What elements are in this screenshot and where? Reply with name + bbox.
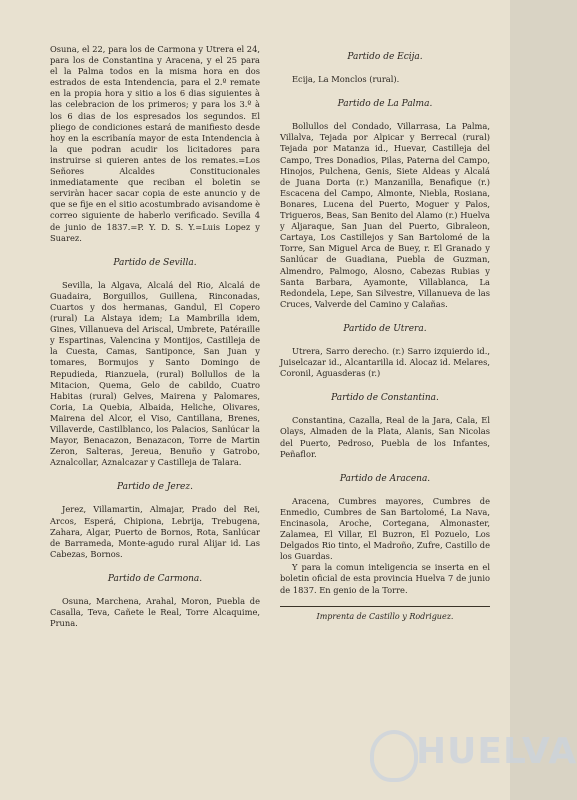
section-heading-aracena: Partido de Aracena. <box>339 473 431 484</box>
emblem-icon <box>370 730 418 782</box>
section-heading-ecija: Partido de Ecija. <box>347 52 423 62</box>
section-heading-jerez: Partido de Jerez. <box>117 482 193 493</box>
huelva-watermark <box>372 722 577 780</box>
section-heading-utrera: Partido de Utrera. <box>343 323 427 334</box>
left-column <box>50 44 260 629</box>
closing-paragraph: Y para la comun inteligencia se inserta en el boletin oficial de esta provincia Huelva 7 de junio de 1837. En genio de la Torre. <box>280 562 490 595</box>
section-text-la-palma: Bollullos del Condado, Villarrasa, La Palma, Villalva, Tejada por Alpicar y Berrecal (rural) Tejada por Matanza id., Huevar, Castilleja del Campo, Tres Donadios, Pilas, Paterna del Campo, Hinojos, Pulchena, Genis, Siete Aldeas y Alcalá de Juana Dorta (r.) Manzanilla, Benafique (r.) Escacena del Campo, Almonte, Niebla, Rosiana, Bonares, Lucena del Puerto, Moguer y Palos, Trigueros, Beas, San Benito del Alamo (r.) Huelva y Aljaraque, San Juan del Puerto, Gibraleon, Cartaya, Los Castillejos y San Bartolomé de la Torre, San Miguel Arca de Buey, r. El Granado y Sanlúcar de Guadiana, Puebla de Guzman, Almendro, Palmogo, Alosno, Cabezas Rubias y Santa Barbara, Ayamonte, Villablanca, La Redondela, Lepe, San Silvestre, Villanueva de las Cruces, Valverde del Camino y Calañas. <box>280 121 490 309</box>
section-heading-constantina: Partido de Constantina. <box>331 393 439 404</box>
section-heading-carmona: Partido de Carmona. <box>107 573 203 584</box>
imprint-line: Imprenta de Castillo y Rodriguez. <box>280 606 490 622</box>
section-text-constantina: Constantina, Cazalla, Real de la Jara, Cala, El Olays, Almaden de la Plata, Alanis, San Nicolas del Puerto, Pedroso, Puebla de los Infantes, Peñaflor. <box>280 415 490 459</box>
section-text-utrera: Utrera, Sarro derecho. (r.) Sarro izquierdo id., Juiselcazar id., Alcantarilla id. Alocaz id. Melares, Coronil, Aguasderas (r.) <box>280 345 490 379</box>
intro-paragraph: Osuna, el 22, para los de Carmona y Utrera el 24, para los de Constantina y Aracena, y el 25 para el la Palma todos en la misma hora en dos estrados de esta Intendencia, para el 2.º remate en la propia hora y sitio a los 6 dias siguientes à las celebracion de los primeros; y para los 3.º à los 6 dias de los espresados los segundos. El pliego de condiciones estará de manifiesto desde hoy en la escribanía mayor de esta Intendencia à la que podran acudir los licitadores para instruirse si quieren antes de los remates.=Los Señores Alcaldes Constitucionales inmediatamente que reciban el boletin se serviràn hacer sacar copia de este anuncio y de que se fije en el sitio acostumbrado avisandome è correo siguiente de haberlo verificado. Sevilla 4 de junio de 1837.=P. Y. D. S. Y.=Luis Lopez y Suarez. <box>50 44 260 243</box>
section-text-carmona: Osuna, Marchena, Arahal, Moron, Puebla de Casalla, Teva, Cañete le Real, Torre Alcaquime, Pruna. <box>50 596 260 629</box>
section-text-aracena: Aracena, Cumbres mayores, Cumbres de Enmedio, Cumbres de San Bartolomé, La Nava, Encinasola, Aroche, Cortegana, Almonaster, Zalamea, El Villar, El Buzron, El Pozuelo, Los Delgados Rio tinto, el Madroño, Zufre, Castillo de los Guardas. <box>280 495 490 562</box>
section-text-sevilla: Sevilla, la Algava, Alcalá del Rio, Alcalá de Guadaira, Borguillos, Guillena, Rinconadas, Cuartos y dos hermanas, Gandul, El Copero (rural) La Alstaya idem; La Mambrilla idem, Gines, Villanueva del Ariscal, Umbrete, Patéraille y Espartinas, Valencina y Montijos, Castilleja de la Cuesta, Camas, Santiponce, San Juan y tomares, Bormujos y Santo Domingo de Repudieda, Rianzuela, (rural) Bollullos de la Mitacion, Quema, Gelo de cabildo, Cuatro Habitas (rural) Gelves, Mairena y Palomares, Coria, La Quebia, Albaida, Heliche, Olivares, Mairena del Alcor, el Viso, Cantillana, Brenes, Villaverde, Castilblanco, los Palacios, Sanlúcar la Mayor, Benacazon, Benazacon, Torre de Martin Zeron, Salteras, Jereua, Benuño y Gatrobo, Aznalcollar, Aznalcazar y Castilleja de Talara. <box>50 279 260 468</box>
section-text-ecija: Ecija, La Monclos (rural). <box>292 74 400 85</box>
section-heading-sevilla: Partido de Sevilla. <box>113 257 197 268</box>
section-text-jerez: Jerez, Villamartin, Almajar, Prado del Rei, Arcos, Esperá, Chipiona, Lebrija, Trebugena, Zahara, Algar, Puerto de Bornos, Rota, Sanlúcar de Barrameda, Monte-agudo rural Alijar id. Las Cabezas, Bornos. <box>50 504 260 559</box>
watermark-text: HUELVA <box>416 730 577 772</box>
section-heading-la-palma: Partido de La Palma. <box>337 99 433 110</box>
right-column <box>280 52 490 622</box>
